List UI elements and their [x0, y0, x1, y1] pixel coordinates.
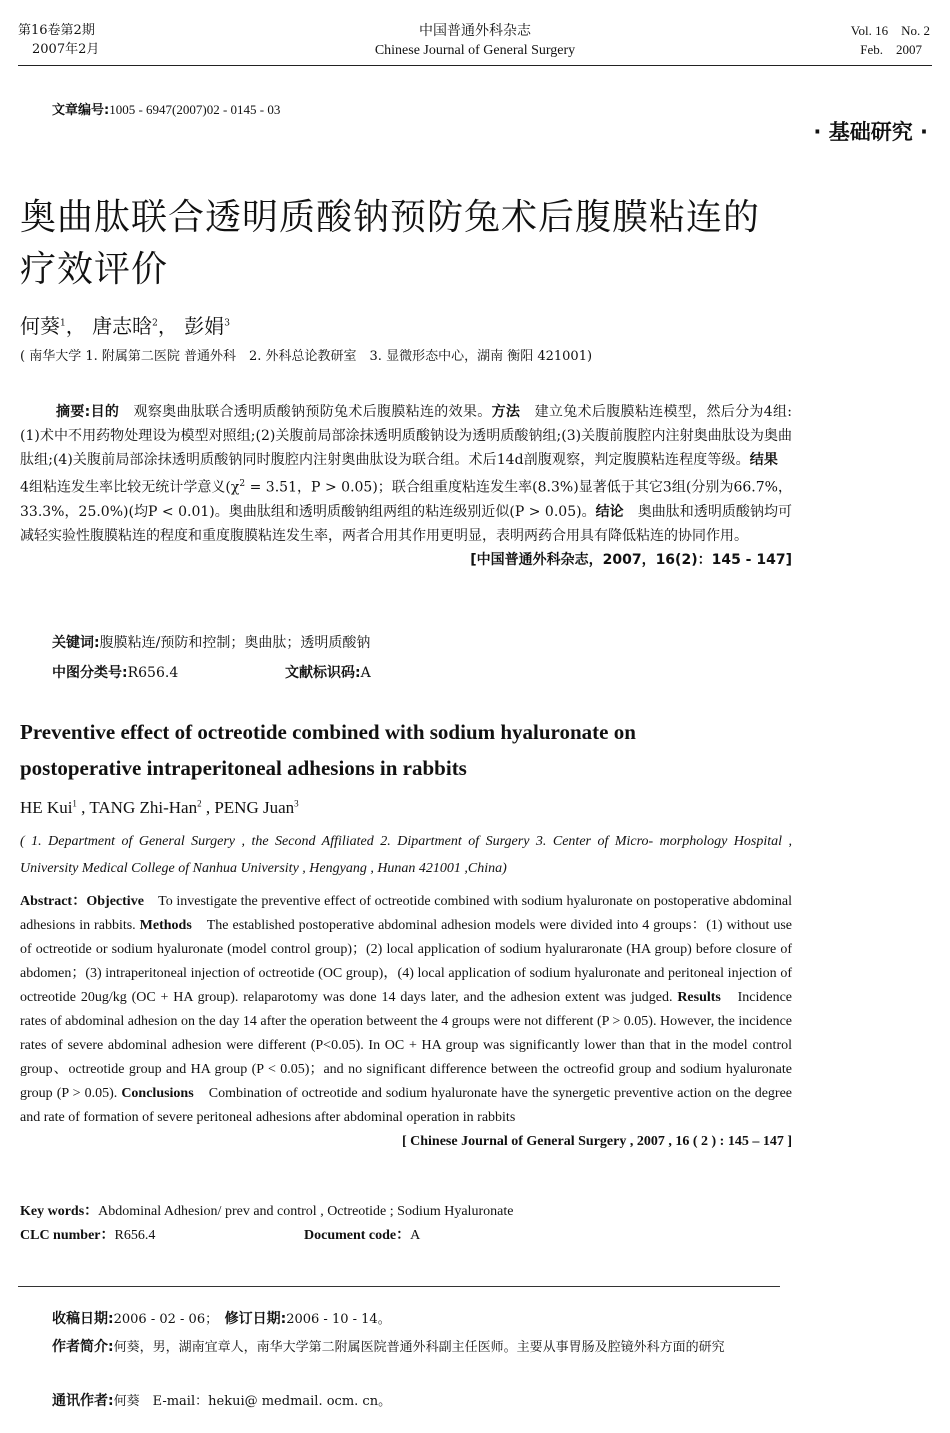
author-en-1: HE Kui: [20, 798, 73, 817]
title-cn: [20, 192, 920, 296]
abstract-en-label: Abstract：: [20, 894, 87, 909]
affiliation-cn: ( 南华大学 1. 附属第二医院 普通外科 2. 外科总论教研室 3. 显微形态中心，湖南 衡阳 421001): [20, 349, 593, 364]
title-en-line2: postoperative intraperitoneal adhesions in rabbits: [20, 756, 467, 780]
author-bio-value: 何葵，男，湖南宜章人，南华大学第二附属医院普通外科副主任医师。主要从事胃肠及腔镜外科方面的研究: [113, 1340, 725, 1355]
abstract-cn-methods-label: 方法: [491, 404, 521, 420]
header-journal-en: Chinese Journal of General Surgery: [374, 43, 576, 58]
author-en-1-sup: 1: [72, 798, 77, 809]
title-cn-line1: 奥曲肽联合透明质酸钠预防兔术后腹膜粘连的: [20, 197, 761, 238]
abstract-cn-conclusion: 奥曲肽和透明质酸钠均可减轻实验性腹膜粘连的程度和重度腹膜粘连发生率，两者合用其作用更明显，表明两药合用具有降低粘连的协同作用。: [20, 503, 793, 544]
abstract-cn-results-1: 4组粘连发生率比较无统计学意义(χ: [20, 452, 793, 496]
article-number-value: 1005 - 6947(2007)02 - 0145 - 03: [109, 102, 281, 117]
abstract-en-conclusions: Combination of octreotide and sodium hyaluronate have the synergetic preventive action on the degree and rate of formation of severe peritoneal adhesions after abdominal operation in rabbits: [20, 1086, 793, 1125]
author-cn-1-sup: 1: [60, 318, 66, 329]
abstract-cn-chi-sup: 2: [239, 479, 246, 489]
clc-en: [20, 1224, 155, 1248]
abstract-cn-objective-label: 目的: [90, 404, 120, 420]
author-en-3: PENG Juan: [214, 798, 295, 817]
abstract-en-results-label: Results: [677, 990, 721, 1005]
keywords-en-label: Key words：: [20, 1204, 99, 1219]
header-journal-cn: 中国普通外科杂志: [419, 23, 531, 39]
author-cn-sep: ，: [157, 314, 178, 338]
author-cn-1: 何葵: [20, 314, 60, 338]
abstract-en-citation: [ Chinese Journal of General Surgery , 2007 , 16 ( 2 ) : 145 – 147 ]: [401, 1134, 792, 1149]
abstract-cn-results-label: 结果: [749, 452, 779, 468]
abstract-en-methods: The established postoperative abdominal adhesion models were divided into 4 groups：(1) without use of octreotide or sodium hyaluronate (model control group)；(2) local application of sodium hyaluraronate (HA group) before closure of abdomen；(3) intraperitoneal injection of octreotide (OC group)，(4) local application of sodium hyaluronate and peritoneal injection of octreotide 20ug/kg (OC + HA group). relaparotomy was done 14 days later, and the adhesion extent was judged.: [20, 918, 792, 1005]
header-date-cn: 2007年2月: [32, 42, 100, 57]
title-cn-line2: 疗效评价: [20, 249, 169, 290]
abstract-cn-results-2: = 3.51，P > 0.05)；联合组重度粘连发生率(8.3%)显著低于其它3组(分别为66.7%，33.3%，25.0%)(均P < 0.01)。奥曲肽组和透明质酸钠组两组的粘连级别近似(P > 0.05)。: [20, 479, 792, 520]
corr-label: 通讯作者:: [52, 1393, 114, 1409]
keywords-cn: [52, 632, 370, 652]
clc-en-value: R656.4: [114, 1228, 156, 1243]
keywords-cn-label: 关键词:: [52, 635, 100, 651]
clc-cn-label: 中图分类号:: [52, 665, 128, 681]
keywords-en-value: Abdominal Adhesion/ prev and control , Octreotide ; Sodium Hyaluronate: [98, 1204, 514, 1219]
footnote-rule: [18, 1286, 780, 1287]
doc-code-cn-value: A: [360, 665, 371, 681]
clc-cn: [52, 662, 178, 682]
doc-code-en-value: A: [410, 1228, 421, 1243]
title-en-line1: Preventive effect of octreotide combined with sodium hyaluronate on: [20, 720, 636, 744]
abstract-cn: [20, 400, 792, 572]
keywords-en: [20, 1200, 792, 1224]
footnote-dates: [52, 1308, 391, 1328]
author-cn-3-sup: 3: [224, 318, 230, 329]
author-en-3-sup: 3: [294, 798, 299, 809]
affiliation-en: ( 1. Department of General Surgery , the Second Affiliated 2. Dipartment of Surgery 3. Center of Micro- morphology Hospital , University Medical College of Nanhua University , Hengyang , Hunan 421001 ,China): [20, 834, 792, 876]
author-cn-2: 唐志晗: [92, 314, 153, 338]
revised-label: 修订日期:: [224, 1311, 287, 1327]
corr-value: 何葵 E-mail：hekui@ medmail. ocm. cn。: [113, 1394, 392, 1409]
section-label: · 基础研究 ·: [813, 120, 928, 144]
abstract-en-results: Incidence rates of abdominal adhesion on the day 14 after the operation betweent the 4 groups were not different (P > 0.05). However, the incidence rates of severe abdominal adhesion were different (P<0.05). In OC + HA group was significantly lower than that in the model control group、octreotide group and HA group (P < 0.05)；and no significant difference between the octreofid group and sodium hyaluronate group (P > 0.05).: [20, 990, 792, 1101]
header-volume-cn: 第16卷第2期: [18, 23, 95, 38]
authors-cn: [20, 310, 230, 339]
author-cn-3: 彭娟: [184, 314, 225, 338]
clc-en-label: CLC number：: [20, 1228, 115, 1243]
abstract-cn-objective: 观察奥曲肽联合透明质酸钠预防兔术后腹膜粘连的效果。: [119, 404, 492, 420]
doc-code-en: [304, 1224, 420, 1248]
title-en: [20, 714, 820, 786]
abstract-cn-label: 摘要:: [56, 404, 91, 420]
authors-en: [20, 798, 299, 818]
received-label: 收稿日期:: [52, 1311, 114, 1327]
clc-cn-value: R656.4: [127, 665, 179, 681]
abstract-en-conclusions-label: Conclusions: [121, 1086, 194, 1101]
header-volume-en: Vol. 16 No. 2: [850, 23, 930, 38]
author-en-sep: ,: [201, 798, 215, 817]
article-number-label: 文章编号:: [52, 103, 110, 118]
footnote-author-bio: [20, 1335, 792, 1360]
abstract-en-objective-label: Objective: [86, 894, 144, 909]
author-cn-2-sup: 2: [152, 318, 158, 329]
doc-code-cn: [285, 662, 371, 682]
keywords-cn-value: 腹膜粘连/预防和控制；奥曲肽；透明质酸钠: [99, 635, 371, 651]
author-en-sep: ,: [76, 798, 90, 817]
author-en-2: TANG Zhi-Han: [89, 798, 198, 817]
abstract-cn-conclusion-label: 结论: [595, 503, 624, 520]
abstract-cn-methods: 建立兔术后腹膜粘连模型，然后分为4组:(1)术中不用药物处理设为模型对照组;(2)关腹前局部涂抹透明质酸钠设为透明质酸钠组;(3)关腹前腹腔内注射奥曲肽设为奥曲肽组;(4)关腹前局部涂抹透明质酸钠同时腹腔内注射奥曲肽设为联合组。术后14d剖腹观察，判定腹膜粘连程度等级。: [20, 404, 793, 468]
footnote-correspondence: [52, 1390, 391, 1410]
abstract-en-methods-label: Methods: [139, 918, 192, 933]
article-number: [52, 99, 280, 118]
doc-code-cn-label: 文献标识码:: [285, 665, 361, 681]
abstract-cn-citation: [中国普通外科杂志，2007，16(2)：145 - 147]: [470, 551, 792, 568]
header-date-en: Feb. 2007: [860, 42, 922, 57]
header-rule: [18, 65, 932, 66]
abstract-en: [20, 890, 792, 1154]
received-value: 2006 - 02 - 06；: [113, 1312, 212, 1327]
author-bio-label: 作者简介:: [52, 1339, 114, 1355]
revised-value: 2006 - 10 - 14。: [286, 1312, 391, 1327]
author-cn-sep: ，: [65, 314, 86, 338]
doc-code-en-label: Document code：: [304, 1228, 411, 1243]
abstract-en-objective: To investigate the preventive effect of octreotide combined with sodium hyaluronate on postoperative abdominal adhesions in rabbits.: [20, 894, 792, 933]
author-en-2-sup: 2: [197, 798, 202, 809]
